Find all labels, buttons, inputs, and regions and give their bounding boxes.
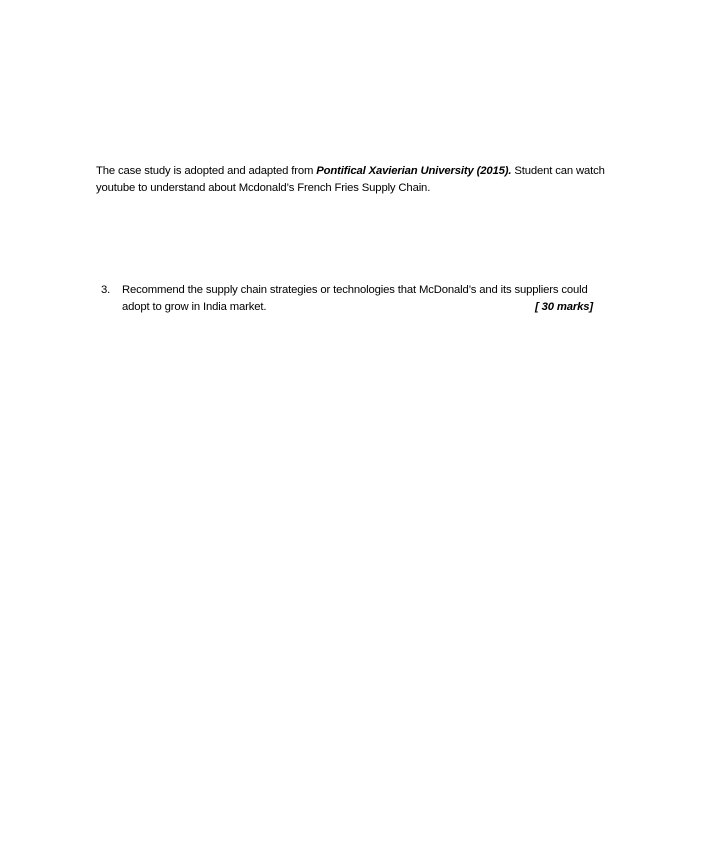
intro-line-2: youtube to understand about Mcdonald’s French Fries Supply Chain. xyxy=(96,181,431,194)
case-study-intro xyxy=(96,163,631,196)
marks-label: [ 30 marks] xyxy=(535,301,594,313)
intro-text-before: The case study is adopted and adapted from xyxy=(96,165,317,177)
intro-text-after: Student can watch xyxy=(511,165,605,177)
question-line-2: adopt to grow in India market. xyxy=(122,301,267,313)
source-reference: Pontifical Xavierian University (2015). xyxy=(316,165,512,177)
question-number: 3. xyxy=(101,284,111,296)
question-line-2-wrapper xyxy=(122,299,622,316)
question-body xyxy=(122,282,622,316)
question-line-1: Recommend the supply chain strategies or technologies that McDonald’s and its suppliers could xyxy=(122,284,588,296)
